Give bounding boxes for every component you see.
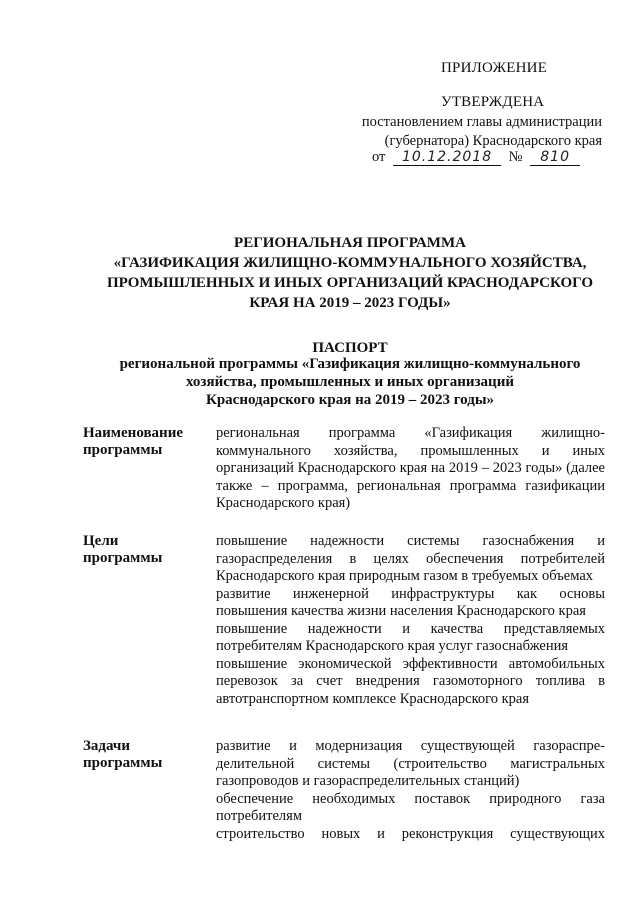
task-item: развитие и модернизация существующей газораспре-делительной системы (строительство магистральных газопроводов и газораспределительных станций) (216, 738, 605, 789)
row-label-goals-line-1: Цели (83, 533, 119, 549)
passport-subtitle-line-1: региональной программы «Газификация жилищно-коммунального (119, 356, 581, 372)
program-name-text: региональная программа «Газификация жилищно-коммунального хозяйства, промышленных и иных организаций Краснодарского края на 2019 – 2023 годы» (далее также – программа, региональная программа газификации Краснодарского края) (216, 425, 605, 511)
row-label-name-line-1: Наименование (83, 425, 183, 441)
passport-subtitle (60, 355, 640, 409)
task-item: обеспечение необходимых поставок природного газа потребителям (216, 790, 605, 824)
goal-item: повышение экономической эффективности автомобильных перевозок за счет внедрения газомоторного топлива в автотранспортном комплексе Краснодарского края (216, 655, 605, 707)
row-label-tasks-line-1: Задачи (83, 738, 131, 754)
program-title (60, 233, 640, 313)
goal-item: повышение надежности системы газоснабжения и газораспределения в целях обеспечения потребителей Краснодарского края природным газом в требуемых объемах (216, 533, 605, 584)
row-label-name (83, 425, 208, 459)
goal-item: повышение надежности и качества представляемых потребителям Краснодарского края услуг газоснабжения (216, 620, 605, 654)
task-item: строительство новых и реконструкция существующих (216, 825, 605, 842)
row-label-goals (83, 533, 208, 567)
resolution-line-1: постановлением главы администрации (361, 114, 602, 130)
resolution-reference (372, 149, 580, 166)
row-label-tasks (83, 738, 208, 772)
goal-item: развитие инженерной инфраструктуры как основы повышения качества жизни населения Краснодарского края (216, 585, 605, 619)
approved-label: УТВЕРЖДЕНА (441, 94, 545, 110)
passport-subtitle-line-2: хозяйства, промышленных и иных организаций (186, 374, 514, 390)
handwritten-date: 10.12.2018 (393, 150, 501, 166)
passport-subtitle-line-3: Краснодарского края на 2019 – 2023 годы» (205, 392, 495, 408)
row-content-goals (216, 533, 605, 708)
resolution-line-2: (губернатора) Краснодарского края (384, 132, 602, 149)
row-label-name-line-2: программы (83, 442, 163, 458)
program-title-line-2: «ГАЗИФИКАЦИЯ ЖИЛИЩНО-КОММУНАЛЬНОГО ХОЗЯЙСТВА, (113, 255, 587, 271)
program-title-line-1: РЕГИОНАЛЬНАЯ ПРОГРАММА (234, 235, 466, 251)
handwritten-number: 810 (530, 150, 580, 166)
program-title-line-4: КРАЯ НА 2019 – 2023 ГОДЫ» (249, 295, 451, 311)
from-label: от (372, 149, 386, 165)
resolution-text (302, 113, 602, 150)
row-content-tasks (216, 738, 605, 843)
appendix-label: ПРИЛОЖЕНИЕ (441, 60, 548, 76)
row-content-name (216, 425, 605, 513)
program-title-line-3: ПРОМЫШЛЕННЫХ И ИНЫХ ОРГАНИЗАЦИЙ КРАСНОДАРСКОГО (106, 275, 594, 291)
row-label-tasks-line-2: программы (83, 755, 163, 771)
row-label-goals-line-2: программы (83, 550, 163, 566)
number-label: № (508, 149, 523, 165)
passport-heading: ПАСПОРТ (312, 340, 388, 356)
